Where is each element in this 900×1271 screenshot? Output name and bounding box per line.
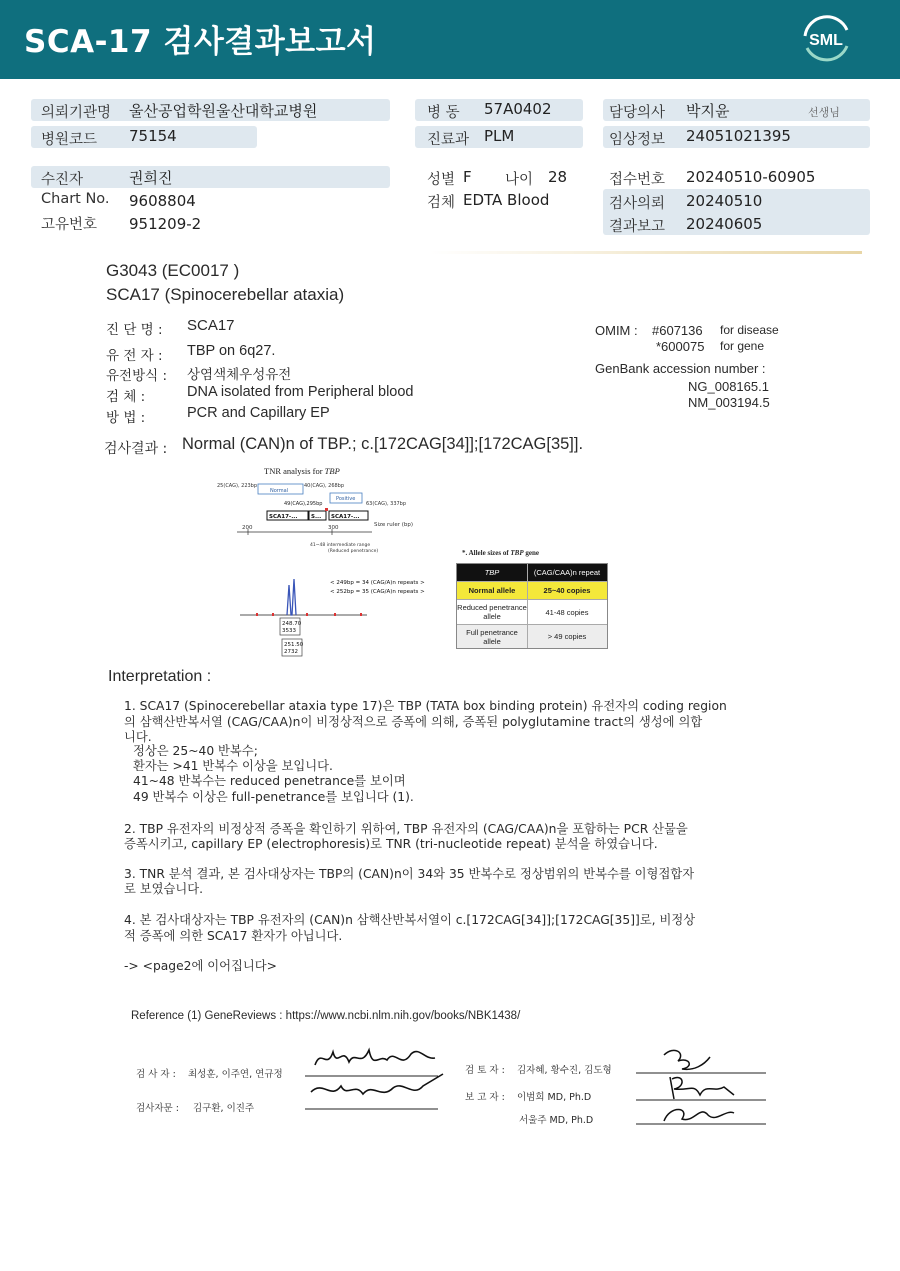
specimen-desc: DNA isolated from Peripheral blood [187,384,414,400]
omim-disease: #607136 [652,323,703,338]
sex-value: F [463,168,472,186]
result-label: 검사결과 : [104,441,168,457]
doctor-label: 담당의사 [609,105,666,121]
receipt-value: 20240510-60905 [686,168,816,186]
omim-label: OMIM : [595,323,638,338]
table-row: Normal allele 25~40 copies [457,582,607,600]
specimen-method-label: 검 체 : [106,389,146,405]
tick-300: 300 [328,525,339,531]
reviewer-label: 검 토 자 : [465,1065,505,1076]
request-org-value: 울산공업학원울산대학교병원 [129,102,318,120]
positive-box-label: Positive [336,496,356,502]
tester-signatures [303,1040,453,1115]
size-ruler-label: Size ruler (bp) [374,522,413,528]
inherit-value: 상염색체우성유전 [187,367,292,383]
table-row: Reduced penetrance allele 41-48 copies [457,600,607,625]
divider-line [430,251,862,254]
table-header-row [457,564,607,582]
interp-p4-line2: 적 증폭에 의한 SCA17 환자가 아닙니다. [124,929,343,943]
dept-value: PLM [484,127,515,145]
table-row: Full penetrance allele > 49 copies [457,625,607,648]
allele-sizes-table [456,563,608,649]
ep-peaks [287,579,296,615]
svg-text:S...: S... [311,514,322,520]
diag-value: SCA17 [187,317,235,334]
age-label: 나이 [505,172,534,188]
svg-text:SCA17-...: SCA17-... [269,514,298,520]
interp-p1-line3: 니다. [124,730,152,744]
result-report-label: 결과보고 [609,219,666,235]
tester-label: 검 사 자 : [136,1069,176,1080]
method-label: 방 법 : [106,410,146,426]
interp-p1-line5: 환자는 >41 반복수 이상을 보입니다. [133,759,333,773]
test-request-value: 20240510 [686,192,763,210]
clinical-value: 24051021395 [686,127,791,145]
uid-label: 고유번호 [41,217,98,233]
omim-gene: *600075 [656,339,705,354]
header-bar [0,0,900,79]
omim-gene-note: for gene [720,339,765,353]
diag-label: 진 단 명 : [106,322,163,338]
sex-label: 성별 [427,172,456,188]
svg-text:251.50: 251.50 [284,642,304,648]
method-value: PCR and Capillary EP [187,405,330,421]
chart-no-label: Chart No. [41,191,110,207]
allele-table-title: *. Allele sizes of TBP gene [462,549,539,557]
svg-text:SML: SML [809,32,843,49]
result-report-value: 20240605 [686,215,763,233]
table-header-repeat: (CAG/CAA)n repeat [533,568,601,577]
patient-label: 수진자 [41,172,84,188]
genbank-ng: NG_008165.1 [688,379,769,394]
interp-p3-line2: 로 보였습니다. [124,882,204,896]
genbank-nm: NM_003194.5 [688,395,770,410]
ward-label: 병 동 [427,105,460,121]
age-value: 28 [548,168,568,186]
reporter-1: 이범희 MD, Ph.D [517,1092,592,1103]
hospital-code-label: 병원코드 [41,132,98,148]
result-value: Normal (CAN)n of TBP.; c.[172CAG[34]];[172CAG[35]]. [182,435,584,453]
tnr-analysis-figure [212,462,457,662]
normal-box-label: Normal [270,488,289,494]
specimen-value: EDTA Blood [463,191,550,209]
svg-text:2732: 2732 [284,649,298,655]
label-63cag: 63(CAG), 337bp [366,501,407,507]
interp-p4-line1: 4. 본 검사대상자는 TBP 유전자의 (CAN)n 삼핵산반복서열이 c.[172CAG[34]];[172CAG[35]]로, 비정상 [124,913,696,927]
reviewer-signatures [634,1043,769,1133]
interp-p1-line6: 41~48 반복수는 reduced penetrance를 보이며 [133,774,406,788]
sml-logo [797,12,855,64]
interp-p1-line2: 의 삼핵산반복서열 (CAG/CAA)n이 비정상적으로 증폭에 의해, 증폭된 polyglutamine tract의 생성에 의합 [124,715,703,729]
genbank-label: GenBank accession number : [595,361,766,376]
figure-title: TNR analysis for TBP [264,466,340,476]
report-title: SCA-17 검사결과보고서 [24,24,377,60]
interp-p2-line1: 2. TBP 유전자의 비정상적 증폭을 확인하기 위하여, TBP 유전자의 (CAG/CAA)n을 포함하는 PCR 산물을 [124,822,688,836]
table-header-gene: TBP [484,568,500,577]
reviewer-names: 김자혜, 황수진, 김도형 [517,1065,612,1076]
tester-advisor-names: 김구환, 이진주 [193,1103,255,1114]
doctor-value: 박지윤 [686,102,730,120]
test-request-label: 검사의뢰 [609,196,666,212]
interp-p1-line4: 정상은 25~40 반복수; [133,744,258,758]
uid-value: 951209-2 [129,215,202,233]
repeat-35-label: < 252bp = 35 (CAG/A)n repeats > [330,589,425,595]
svg-text:248.70: 248.70 [282,621,302,627]
gene-value: TBP on 6q27. [187,343,276,359]
tester-advisor-label: 검사자문 : [136,1103,179,1114]
reduced-penetrance-label: (Reduced penetrance) [328,549,379,554]
svg-text:SCA17-...: SCA17-... [331,514,360,520]
interpretation-title: Interpretation : [108,668,212,685]
omim-disease-note: for disease [720,323,779,337]
intermediate-range-label: 41~48 intermediate range [310,543,371,548]
hospital-code-value: 75154 [129,127,177,145]
red-marker [325,508,328,511]
interp-p1-line1: 1. SCA17 (Spinocerebellar ataxia type 17)은 TBP (TATA box binding protein) 유전자의 coding region [124,699,727,713]
interp-p1-line7: 49 반복수 이상은 full-penetrance를 보입니다 (1). [133,790,414,804]
reference: Reference (1) GeneReviews : https://www.ncbi.nlm.nih.gov/books/NBK1438/ [131,1010,521,1022]
clinical-label: 임상정보 [609,132,666,148]
label-49cag: 49(CAG),295bp [284,501,323,507]
tester-names: 최성훈, 이주연, 연규정 [188,1069,283,1080]
label-25cag: 25(CAG), 223bp [217,483,258,489]
pill-patient [31,166,390,188]
test-code: G3043 (EC0017 ) [106,261,240,280]
test-name: SCA17 (Spinocerebellar ataxia) [106,285,345,304]
svg-text:3533: 3533 [282,628,296,634]
ward-value: 57A0402 [484,100,552,118]
dept-label: 진료과 [427,132,470,148]
reporter-label: 보 고 자 : [465,1092,505,1103]
continued-note: -> <page2에 이어집니다> [124,959,277,973]
reporter-2: 서울주 MD, Ph.D [519,1115,594,1126]
specimen-label: 검체 [427,195,456,211]
interp-p2-line2: 증폭시키고, capillary EP (electrophoresis)로 TNR (tri-nucleotide repeat) 분석을 하였습니다. [124,837,658,851]
request-org-label: 의뢰기관명 [41,105,112,121]
inherit-label: 유전방식 : [106,368,168,384]
label-40cag: 40(CAG), 268bp [304,483,345,489]
doctor-suffix: 선생님 [808,106,840,119]
chart-no-value: 9608804 [129,192,196,210]
receipt-label: 접수번호 [609,172,666,188]
interp-p3-line1: 3. TNR 분석 결과, 본 검사대상자는 TBP의 (CAN)n이 34와 35 반복수로 정상범위의 반복수를 이형접합자 [124,867,695,881]
tick-200: 200 [242,525,253,531]
patient-value: 권희진 [129,169,173,187]
gene-label: 유 전 자 : [106,348,163,364]
repeat-34-label: < 249bp = 34 (CAG/A)n repeats > [330,580,425,586]
